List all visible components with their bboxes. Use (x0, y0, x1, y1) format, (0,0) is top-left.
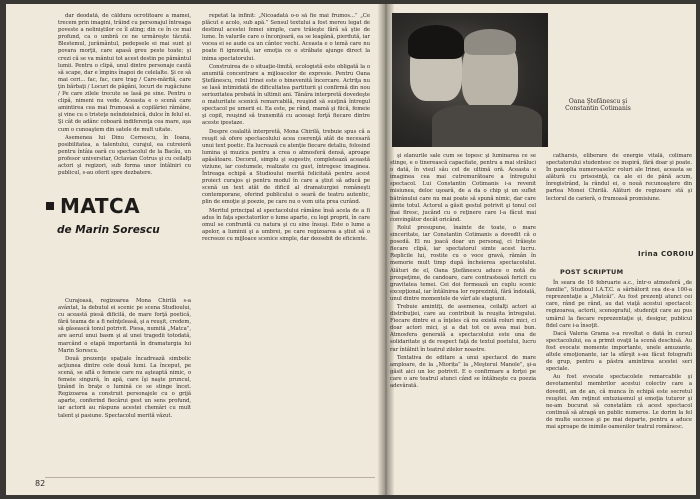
paragraph: Tentativa de editare a unui spectacol de mare amploare, de la „Miorița” la „Meşterul Manole”, şi-a găsit aici un loc potrivit. E o confirmare a forţei pe care o are teatrul atunci când se întâlneşte cu poezia adevărată. (390, 354, 536, 389)
title-text: MATCA (60, 194, 141, 218)
paragraph: Curajoasă, regizoarea Mona Chirilă s-a avântat, la debutul ei scenic pe scena Studioului, cu această piesă dificilă, de mare forţă poetică, fără teama de a fi neînţeleasă, şi a reuşit, credem, să găsească tonul potrivit. Piesa, numită „Matca”, are aerul unui basm şi al unei tragedii totodată, marcând o etapă importantă în dramaturgia lui Marin Sorescu. (58, 298, 191, 354)
paragraph: Au fost evocate spectacolele remarcabile şi devotamentul membrilor acestui colectiv care a dovedit, an de an, că munca în echipă este secretul reuşitei. Am reţinut entuziasmul şi emoţia tuturor şi ne-am bucurat să constatăm că acest spectacol continuă să atragă un public numeros. Le dorim la fel de multe succese şi pe mai departe, pentru a aduce mai aproape de inimile oamenilor teatrul românesc. (546, 374, 692, 430)
paragraph: Două prezenţe spaţiale încadrează simbolic acţiunea dintre cele două lumi. La început, pe scenă, se află o femeie care nu aşteaptă nimic, o femeie singură, în apă, care îşi naşte pruncul, ţinând în braţe o lumină ce se stinge încet. Regizoarea a construit personajele cu o grijă aparte, conferind fiecărui gest un sens profund, iar actorii au răspuns acestei chemări cu mult talent şi pasiune. Spectacolul merită văzut. (58, 355, 191, 419)
paragraph: Despre cealaltă interpretă, Mona Chirilă, trebuie spus că a reuşit să ofere spectacolului acea coerenţă atât de necesară unui text poetic. Ea lucrează cu atenţie fiecare detaliu, folosind lumina şi muzica pentru a crea o atmosferă densă, aproape apăsătoare. Decorul, simplu şi sugestiv, completează această viziune, iar costumele, realizate cu gust, întregesc imaginea. Întreaga echipă a Studioului merită felicitată pentru acest proiect curajos şi pentru modul în care a ştiut să aducă pe scenă un text atât de dificil al dramaturgiei româneşti contemporane, oferind publicului o seară de teatru autentic, plin de emoţie şi poezie, pe care nu o vom uita prea curând. (202, 128, 370, 206)
column-left-bottom (58, 298, 191, 463)
article-author: Irina COROIU (638, 250, 695, 258)
paragraph: dar deodată, de căldura ocrotitoare a mamei, trecem prin imagini, trăind cu personajul întreaga poveste a neliniştilor ce îl ating; din ce în ce mai profund, ca o umbră ce ne urmăreşte tăcută. Blestemul, jurământul, pedepsele ei mai sunt şi povara morţii, care apasă greu peste toate; şi crezi că se va mântui tot acest destin pe pământul lumii. Pentru o clipă, unul dintre personaje caută să scape, dar e împins înapoi de celelalte. Şi ce să mai ceri... fac, fac, care trag / Care-mărită, care ţin bărbaţi / Locuri de păgâni, locuri de rugăciune / Pe care zilele trecute se lasă pe sine. Pentru o clipă, nimeni nu vede. Aceasta e o scenă care amintirea cea mai frumoasă a copilăriei rămâne, şi vine cu o tristeţe neîndoielnică, dulce în felul ei. Şi cât de adânc coboară indiferenţa cea mare, aşa cum o cunoaştem din satele de mult uitate. (58, 13, 191, 133)
paragraph: catharsis, eliberare de energie vitală, colimare spectatorului studentesc ce inspiră, fără doar şi poate. În panoplia numeroaselor roluri ale Irinei, aceasta se alătură cu prisosinţă, ca ale ei de până acum, înregistrând, la rândul ei, o nouă recunoaştere din partea Monei Chirilă. Alături de regizoare stă şi lectorul de carieră, o frumoasă promisiune. (546, 153, 692, 202)
paragraph: repetat la infinit: „Nicoadată o-o să fie mai frumos...” „Ce plăcut e acolo, sub apă.” Sensul textului a fost mereu legat de destinul acestei femei simple, care trăieşte fără să ştie de lume. În valurile care o înconjoară, ea se leagănă, pierdută, iar vocea ei se aude ca un cântec vechi. Aceasta e o temă care nu poate fi ignorată, iar emoţia ce o străbate ajunge direct la inima spectatorului. (202, 13, 370, 62)
paragraph: Trebuie amintiţi, de asemenea, ceilalţi actori ai distribuţiei, care au contribuit la reuşita întregului. Fiecare dintre ei a înţeles că nu există roluri mici, ci doar actori mici, şi a dat tot ce avea mai bun. Atmosfera generală a spectacolului este una de solidaritate şi de respect faţă de textul poetului, lucru rar întâlnit în teatrul zilelor noastre. (390, 303, 536, 353)
photo-caption: Oana Ştefănescu şi Constantin Cotimanis (565, 98, 631, 113)
paragraph: Dacă Valeria Grama s-a revoltat o dată în cursul spectacolului, ea a primit ovaţii la scenă deschisă. Au fost evocate momente importante, unele amuzante, altele emoţionante, iar la sfârşit s-au făcut fotografii de grup, pentru a păstra amintirea acestei seri speciale. (546, 330, 692, 373)
paragraph: Rolul presupune, înainte de toate, o mare sinceritate, iar Constantin Cotimanis a dovedit că o posedă. El nu joacă doar un personaj, ci trăieşte fiecare clipă, iar spectatorul simte acest lucru. Replicile lui, rostite cu o voce gravă, rămân în memorie mult timp după încheierea spectacolului. Alături de el, Oana Ştefănescu aduce o notă de prospeţime, de candoare, care contrastează fericit cu gravitatea temei. Cei doi formează un cuplu scenic excepţional, iar întâlnirea lor reprezintă, fără îndoială, unul dintre momentele de vârf ale stagiunii. (390, 224, 536, 302)
column-left-middle (202, 13, 370, 478)
column-left-top (58, 13, 191, 175)
page-number: 82 (35, 479, 46, 488)
paragraph: Asemenea lui Dinu Cernescu, în Ioana, posibilitatea, a talentului, curajul, ea cutreieră pentru întâia oară cu spectacolul de la Bacău, un profesor universitar, Octavian Cotrus şi cu ceilalţi actori şi regizori, sub forma unor întâlniri cu publicul, s-au oferit spre dezbatere. (58, 134, 191, 175)
article-title (46, 194, 196, 218)
paragraph: Construirea de o situaţie-limită, ecologistă este obligată la o anumită concentrare a mijloacelor de expresie. Pentru Oana Ştefănescu, rolul Irinei este o binevenită încercare. Actriţa nu se lasă intimidată de dificultatea partiturii şi confirmă din nou seriozitatea probată în ultimii ani. Tânăra interpretă dovedeşte o maturitate scenică remarcabilă, reuşind să susţină întregul spectacol pe umerii ei. Ea este, pe rând, mamă şi fiică, femeie şi copil, reuşind să transmită cu aceeaşi forţă fiecare dintre aceste ipostaze. (202, 63, 370, 127)
post-scriptum-heading: POST SCRIPTUM (560, 268, 624, 276)
byline: de Marin Sorescu (57, 224, 160, 236)
page-divider (45, 477, 375, 478)
paragraph: şi elanurile sale cum se topesc şi luminarea ce se stinge, e o tinerească capacitate, pentru a mai străluci o dată, în visul său cel de ultimă oră. Aceasta e imaginea cea mai cutremurătoare a întregului spectacol. Lui Constantin Cotimanis i-a revenit misiunea, deloc uşoară, de a da o chip şi un suflet bătrânului care nu mai poate să spună nimic, dar care simte totul. Actorul a găsit gestul potrivit şi tonul cel mai firesc, jucând cu o reţinere care l-a făcut mai convingător decât oricând. (390, 153, 536, 223)
column-right-right-top (546, 153, 692, 247)
actors-photo (392, 13, 548, 147)
title-square-icon (46, 202, 54, 210)
paragraph: Meritul principal al spectacolului rămâne însă acela de a fi adus în faţa spectatorilor o lume aparte, cu legi proprii, în care omul se confruntă cu natura şi cu sine însuşi. Este o lume a apelor, a luminii şi a umbrei, pe care regizoarea a ştiut să o recreeze cu mijloace scenice simple, dar deosebit de eficiente. (202, 207, 370, 242)
magazine-spread (6, 4, 696, 495)
paragraph: În seara de 16 februarie a.c., într-o atmosferă „de familie”, Studioul I.A.T.C. a sărbătorit cea de-a 100-a reprezentaţie a „Matcăi”. Au fost prezenţi atunci cei care, rând pe rând, au dat viaţă acestui spectacol: regizoarea, actorii, scenograful, studenţii care au pus umărul la fiecare reprezentaţie şi, desigur, publicul fidel care i-a însoţit. (546, 280, 692, 329)
column-right-left (390, 153, 536, 493)
column-right-right-bottom (546, 266, 692, 492)
